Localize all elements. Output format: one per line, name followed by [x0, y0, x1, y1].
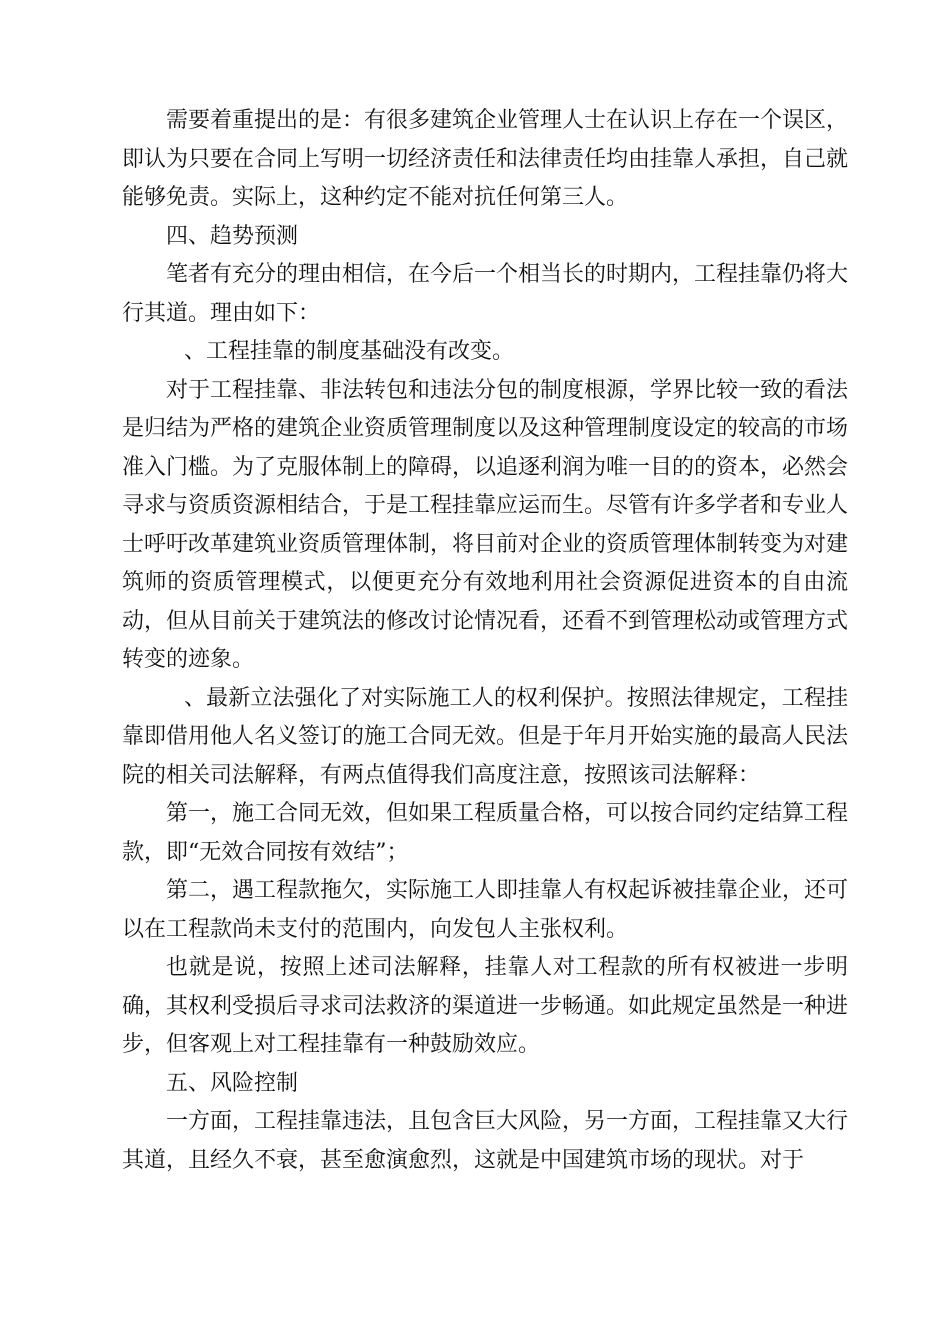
- paragraph-market-status: 一方面，工程挂靠违法，且包含巨大风险，另一方面，工程挂靠又大行其道，且经久不衰，甚至愈演愈烈，这就是中国建筑市场的现状。对于: [122, 1109, 849, 1173]
- paragraph-point-second: 第二，遇工程款拖欠，实际施工人即挂靠人有权起诉被挂靠企业，还可以在工程款尚未支付的范围内，向发包人主张权利。: [122, 878, 849, 942]
- document-body: [122, 102, 848, 1180]
- heading-trend-forecast: 四、趋势预测: [166, 223, 299, 249]
- paragraph-conclusion: 也就是说，按照上述司法解释，挂靠人对工程款的所有权被进一步明确，其权利受损后寻求司法救济的渠道进一步畅通。如此规定虽然是一种进步，但客观上对工程挂靠有一种鼓励效应。: [122, 955, 849, 1057]
- paragraph-point-first: 第一，施工合同无效，但如果工程质量合格，可以按合同约定结算工程款，即“无效合同按有效结”；: [122, 801, 849, 865]
- paragraph-misconception: 需要着重提出的是：有很多建筑企业管理人士在认识上存在一个误区，即认为只要在合同上写明一切经济责任和法律责任均由挂靠人承担，自己就能够免责。实际上，这种约定不能对抗任何第三人。: [122, 108, 849, 210]
- paragraph-institutional-roots: 对于工程挂靠、非法转包和违法分包的制度根源，学界比较一致的看法是归结为严格的建筑企业资质管理制度以及这种管理制度设定的较高的市场准入门槛。为了克服体制上的障碍，以追逐利润为唯一目的的资本，必然会寻求与资质资源相结合，于是工程挂靠应运而生。尽管有许多学者和专业人士呼吁改革建筑业资质管理体制，将目前对企业的资质管理体制转变为对建筑师的资质管理模式，以便更充分有效地利用社会资源促进资本的自由流动，但从目前关于建筑法的修改讨论情况看，还看不到管理松动或管理方式转变的迹象。: [122, 377, 849, 672]
- paragraph-reason-2: 、最新立法强化了对实际施工人的权利保护。按照法律规定，工程挂靠即借用他人名义签订的施工合同无效。但是于年月开始实施的最高人民法院的相关司法解释，有两点值得我们高度注意，按照该司法解释：: [122, 685, 849, 788]
- heading-risk-control: 五、风险控制: [166, 1070, 299, 1096]
- paragraph-reason-1: 、工程挂靠的制度基础没有改变。: [184, 339, 515, 364]
- paragraph-reasons-intro: 笔者有充分的理由相信，在今后一个相当长的时期内，工程挂靠仍将大行其道。理由如下：: [122, 262, 849, 326]
